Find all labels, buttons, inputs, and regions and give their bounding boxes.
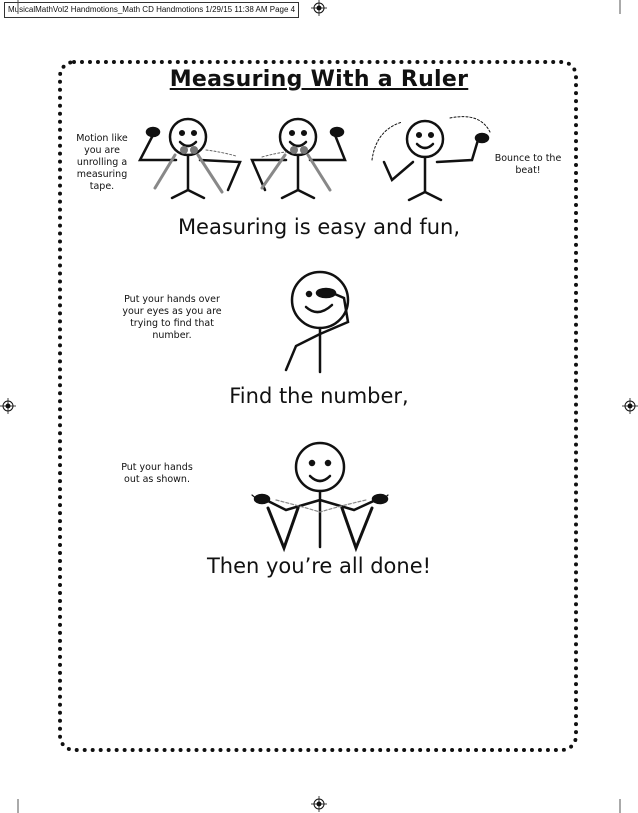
motion-note-bounce: Bounce to the beat! [494, 153, 562, 176]
page-title: Measuring With a Ruler [169, 67, 469, 92]
motion-note-arms-out: Put your hands out as shown. [121, 462, 193, 485]
motion-note-search: Put your hands over your eyes as you are trying to find that number. [122, 294, 222, 341]
lyric-line-1: Measuring is easy and fun, [177, 215, 461, 239]
lyric-line-3: Then you’re all done! [206, 554, 432, 578]
lyric-line-2: Find the number, [229, 384, 409, 408]
print-slug-line: MusicalMathVol2 Handmotions_Math CD Handmotions 1/29/15 11:38 AM Page 4 [4, 2, 299, 18]
motion-note-tape: Motion like you are unrolling a measuring tape. [76, 133, 128, 192]
